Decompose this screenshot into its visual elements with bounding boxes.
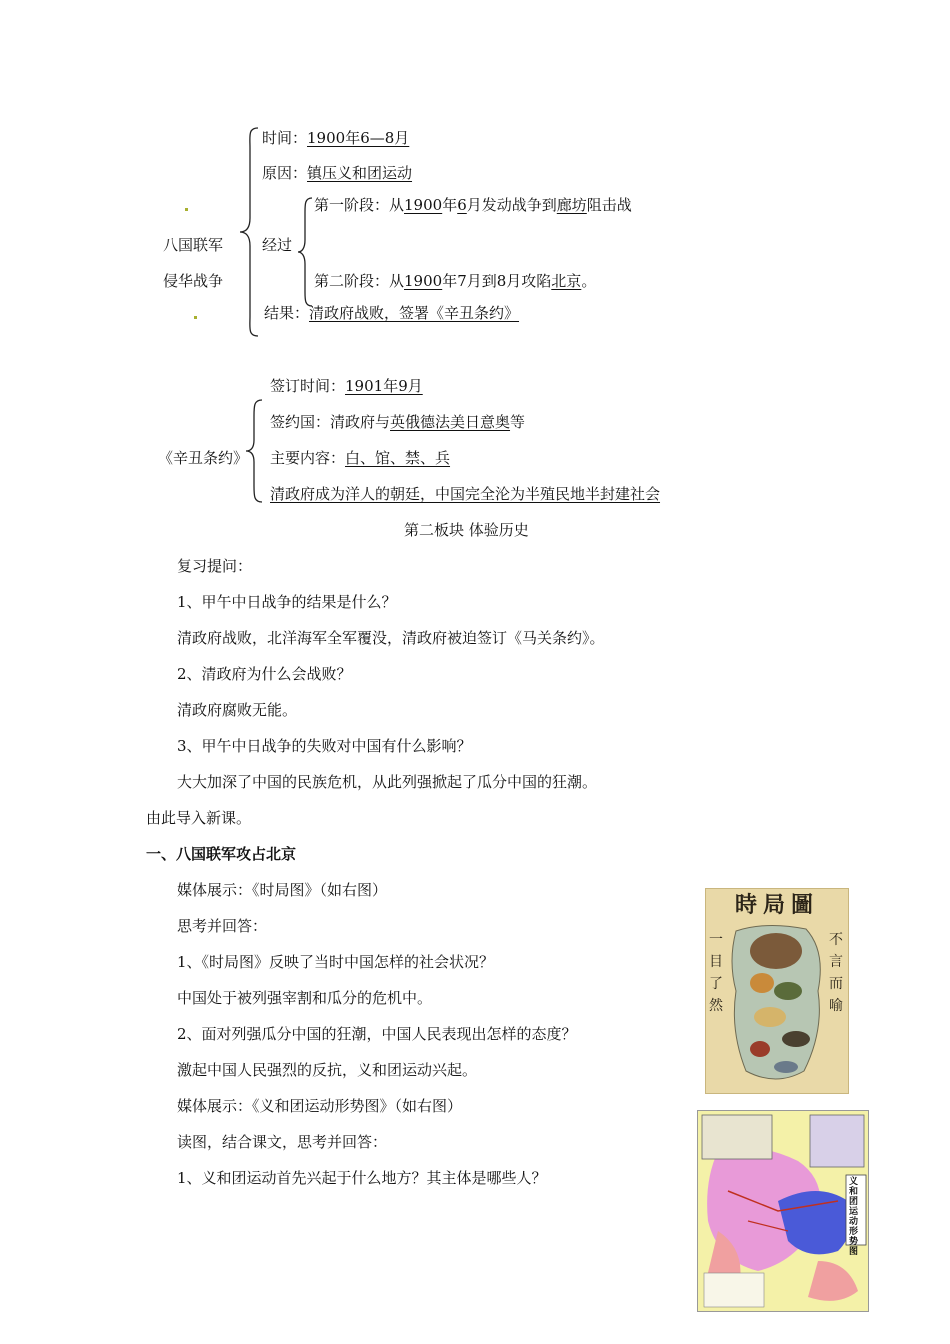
- review-a1: 清政府战败，北洋海军全军覆没，清政府被迫签订《马关条约》。: [177, 629, 605, 647]
- treaty-content-value: 白、馆、禁、兵: [345, 449, 451, 467]
- section2-title: 第二板块 体验历史: [404, 521, 529, 539]
- stage1-label: 第一阶段：从: [314, 196, 405, 214]
- inner-brace: [296, 196, 314, 308]
- war-result-label: 结果：: [264, 304, 310, 322]
- part1-a1: 中国处于被列强宰割和瓜分的危机中。: [177, 989, 433, 1007]
- war-cause-value: 镇压义和团运动: [307, 164, 413, 182]
- decor-dot: [185, 208, 188, 211]
- treaty-impact: 清政府成为洋人的朝廷，中国完全沦为半殖民地半封建社会: [270, 485, 661, 503]
- stage1-mid: 年: [442, 196, 458, 214]
- war-stage1-row: [314, 195, 632, 215]
- cartoon-title: 時局圖: [734, 892, 819, 918]
- treaty-parties-end: 等: [510, 413, 526, 431]
- war-time-row: [262, 128, 409, 148]
- shiju-cartoon-image: [705, 888, 849, 1094]
- stage1-place: 廊坊: [556, 196, 587, 214]
- boxer-movement-map-image: [697, 1110, 869, 1312]
- part1-q3: 1、义和团运动首先兴起于什么地方？其主体是哪些人？: [177, 1169, 547, 1187]
- cartoon-side-right: 不言而喻: [829, 932, 843, 1014]
- war-time-value: 1900年6—8月: [307, 129, 410, 147]
- decor-dot: [194, 316, 197, 319]
- stage2-label: 第二阶段：从: [314, 272, 405, 290]
- review-lead-in: 由此导入新课。: [146, 809, 252, 827]
- review-q2: 2、清政府为什么会战败？: [177, 665, 352, 683]
- map-illustration: [698, 1111, 868, 1311]
- part1-media1: 媒体展示：《时局图》（如右图）: [177, 881, 388, 899]
- review-q1: 1、甲午中日战争的结果是什么？: [177, 593, 397, 611]
- outer-brace: [238, 126, 262, 338]
- stage2-place: 北京: [551, 272, 582, 290]
- treaty-date-row: [270, 376, 423, 396]
- war-cause-row: [262, 163, 412, 183]
- treaty-content-row: [270, 448, 450, 468]
- stage1-year: 1900: [404, 196, 443, 214]
- war-process-label: 经过: [262, 236, 293, 254]
- war-title-line1: 八国联军: [163, 236, 224, 254]
- stage2-end: 。: [581, 272, 597, 290]
- review-a3: 大大加深了中国的民族危机，从此列强掀起了瓜分中国的狂潮。: [177, 773, 598, 791]
- war-result-value: 清政府战败，签署《辛丑条约》: [309, 304, 520, 322]
- treaty-content-label: 主要内容：: [270, 449, 346, 467]
- stage1-month: 6: [457, 196, 467, 214]
- cartoon-side-left: 一目了然: [709, 932, 723, 1014]
- war-title-line2: 侵华战争: [163, 272, 224, 290]
- review-heading: 复习提问：: [177, 557, 253, 575]
- stage2-mid: 年7月到8月攻陷: [442, 272, 552, 290]
- stage1-mid2: 月发动战争到: [466, 196, 557, 214]
- part1-heading: 一、八国联军攻占北京: [146, 845, 297, 863]
- cartoon-illustration: [726, 921, 830, 1089]
- part1-media2: 媒体展示：《义和团运动形势图》（如右图）: [177, 1097, 463, 1115]
- map-title: 义和团运动形势图: [849, 1177, 859, 1257]
- war-result-row: [264, 303, 519, 323]
- treaty-parties-row: [270, 412, 525, 432]
- review-q3: 3、甲午中日战争的失败对中国有什么影响？: [177, 737, 472, 755]
- stage1-end: 阻击战: [586, 196, 632, 214]
- war-cause-label: 原因：: [262, 164, 308, 182]
- treaty-title: 《辛丑条约》: [158, 449, 249, 467]
- part1-read: 读图，结合课文，思考并回答：: [177, 1133, 388, 1151]
- stage2-year: 1900: [404, 272, 443, 290]
- treaty-date-label: 签订时间：: [270, 377, 346, 395]
- treaty-parties-label: 签约国：清政府与: [270, 413, 391, 431]
- war-stage2-row: [314, 271, 596, 291]
- part1-q1: 1、《时局图》反映了当时中国怎样的社会状况？: [177, 953, 495, 971]
- part1-a2: 激起中国人民强烈的反抗，义和团运动兴起。: [177, 1061, 478, 1079]
- part1-q2: 2、面对列强瓜分中国的狂潮，中国人民表现出怎样的态度？: [177, 1025, 577, 1043]
- treaty-date-value: 1901年9月: [345, 377, 423, 395]
- review-a2: 清政府腐败无能。: [177, 701, 298, 719]
- war-time-label: 时间：: [262, 129, 308, 147]
- treaty-brace: [244, 398, 264, 504]
- part1-think: 思考并回答：: [177, 917, 268, 935]
- treaty-parties-value: 英俄德法美日意奥: [390, 413, 511, 431]
